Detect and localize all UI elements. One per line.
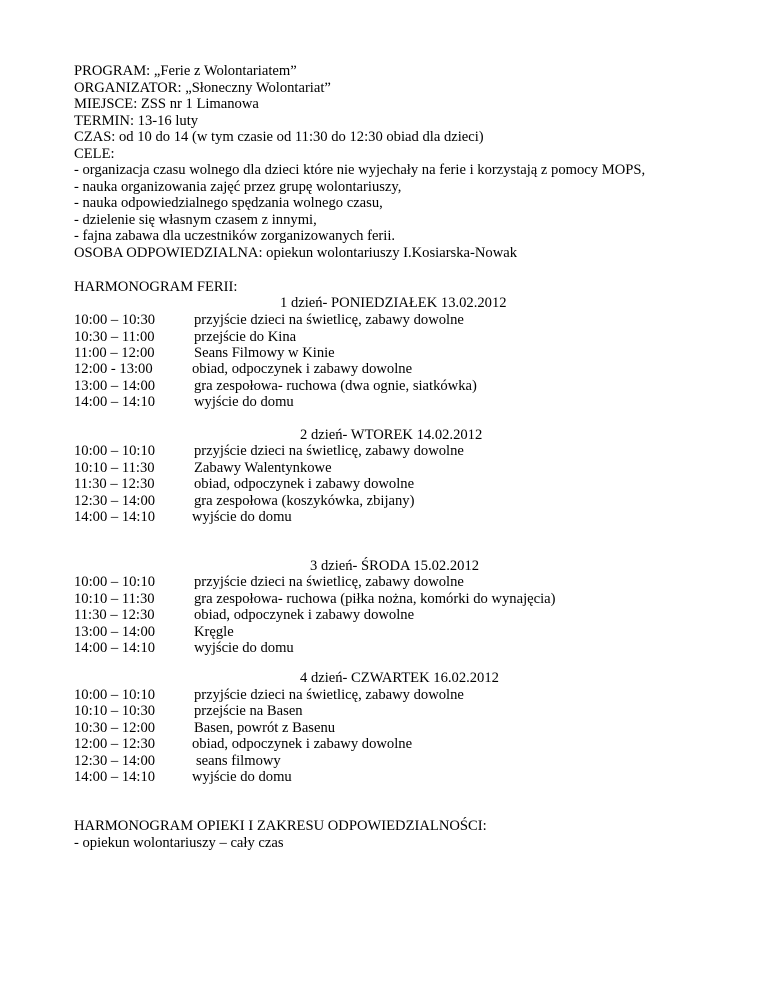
row-time: 11:30 – 12:30 — [74, 607, 155, 623]
organizer-line: ORGANIZATOR: „Słoneczny Wolontariat” — [74, 79, 331, 96]
day-heading: 3 dzień- ŚRODA 15.02.2012 — [310, 558, 480, 574]
day-heading: 4 dzień- CZWARTEK 16.02.2012 — [300, 670, 499, 686]
schedule-row — [74, 769, 292, 786]
row-time: 11:30 – 12:30 — [74, 476, 155, 492]
row-activity: wyjście do domu — [194, 640, 294, 656]
schedule-row — [74, 640, 294, 657]
row-activity: Seans Filmowy w Kinie — [194, 345, 335, 361]
row-time: 14:00 – 14:10 — [74, 769, 156, 785]
goal-item: - nauka odpowiedzialnego spędzania wolnego czasu, — [74, 195, 383, 211]
day-heading: 1 dzień- PONIEDZIAŁEK 13.02.2012 — [280, 295, 507, 311]
place-line: MIEJSCE: ZSS nr 1 Limanowa — [74, 96, 259, 112]
program-header — [74, 63, 744, 261]
schedule-row — [74, 703, 303, 720]
row-activity: wyjście do domu — [192, 769, 292, 785]
schedule-row — [74, 687, 464, 704]
row-time: 14:00 – 14:10 — [74, 394, 156, 410]
schedule-row — [74, 574, 464, 591]
row-time: 10:00 – 10:30 — [74, 312, 156, 328]
row-activity: obiad, odpoczynek i zabawy dowolne — [194, 607, 415, 623]
goal-item: - nauka organizowania zajęć przez grupę wolontariuszy, — [74, 178, 402, 195]
row-time: 13:00 – 14:00 — [74, 378, 156, 394]
row-time: 14:00 – 14:10 — [74, 509, 156, 525]
goal-item: - organizacja czasu wolnego dla dzieci które nie wyjechały na ferie i korzystają z pomocy MOPS, — [74, 162, 646, 178]
row-time: 10:00 – 10:10 — [74, 687, 156, 703]
row-time: 12:30 – 14:00 — [74, 753, 156, 769]
row-activity: obiad, odpoczynek i zabawy dowolne — [192, 736, 413, 752]
schedule-row — [74, 607, 414, 624]
schedule-row — [74, 312, 464, 329]
row-time: 12:00 - 13:00 — [74, 361, 153, 377]
row-time: 10:30 – 12:00 — [74, 720, 156, 736]
row-activity: gra zespołowa- ruchowa (piłka nożna, komórki do wynajęcia) — [194, 591, 556, 607]
row-time: 10:10 – 11:30 — [74, 591, 155, 607]
responsibility-title: HARMONOGRAM OPIEKI I ZAKRESU ODPOWIEDZIALNOŚCI: — [74, 818, 487, 834]
program-title: PROGRAM: „Ferie z Wolontariatem” — [74, 63, 297, 79]
row-activity: przejście na Basen — [194, 703, 303, 719]
schedule-row — [74, 378, 477, 395]
row-activity: wyjście do domu — [194, 394, 294, 410]
row-activity: Zabawy Walentynkowe — [194, 460, 332, 476]
schedule-row — [74, 736, 412, 753]
day-heading: 2 dzień- WTOREK 14.02.2012 — [300, 427, 483, 443]
row-activity: Kręgle — [194, 624, 234, 640]
row-time: 10:30 – 11:00 — [74, 329, 155, 345]
row-activity: obiad, odpoczynek i zabawy dowolne — [194, 476, 415, 492]
row-activity: przyjście dzieci na świetlicę, zabawy dowolne — [194, 687, 464, 703]
schedule-row — [74, 345, 335, 362]
row-activity: obiad, odpoczynek i zabawy dowolne — [192, 361, 413, 377]
responsibility-line: - opiekun wolontariuszy – cały czas — [74, 835, 284, 851]
row-activity: przejście do Kina — [194, 329, 297, 345]
row-time: 11:00 – 12:00 — [74, 345, 155, 361]
row-activity: seans filmowy — [196, 753, 281, 769]
row-activity: przyjście dzieci na świetlicę, zabawy dowolne — [194, 312, 464, 328]
schedule-row — [74, 476, 414, 493]
term-line: TERMIN: 13-16 luty — [74, 112, 199, 129]
row-time: 10:00 – 10:10 — [74, 443, 156, 459]
schedule-row — [74, 394, 294, 411]
row-time: 12:00 – 12:30 — [74, 736, 156, 752]
schedule-row — [74, 720, 335, 737]
schedule-row — [74, 591, 555, 608]
row-activity: wyjście do domu — [192, 509, 292, 525]
row-time: 13:00 – 14:00 — [74, 624, 156, 640]
row-time: 10:00 – 10:10 — [74, 574, 156, 590]
goals-label: CELE: — [74, 145, 115, 162]
row-time: 14:00 – 14:10 — [74, 640, 156, 656]
goal-item: - fajna zabawa dla uczestników zorganizowanych ferii. — [74, 228, 396, 244]
time-line: CZAS: od 10 do 14 (w tym czasie od 11:30 do 12:30 obiad dla dzieci) — [74, 129, 484, 145]
goal-item: - dzielenie się własnym czasem z innymi, — [74, 211, 317, 228]
schedule-row — [74, 443, 464, 460]
row-activity: gra zespołowa- ruchowa (dwa ognie, siatkówka) — [194, 378, 477, 394]
schedule-row — [74, 460, 332, 477]
schedule-row — [74, 509, 292, 526]
row-time: 10:10 – 11:30 — [74, 460, 155, 476]
schedule-row — [74, 493, 414, 510]
row-activity: przyjście dzieci na świetlicę, zabawy dowolne — [194, 443, 464, 459]
row-activity: gra zespołowa (koszykówka, zbijany) — [194, 493, 415, 509]
schedule-row — [74, 329, 296, 346]
row-activity: przyjście dzieci na świetlicę, zabawy dowolne — [194, 574, 464, 590]
schedule-row — [74, 753, 281, 770]
row-time: 12:30 – 14:00 — [74, 493, 156, 509]
schedule-row — [74, 624, 234, 641]
row-activity: Basen, powrót z Basenu — [194, 720, 336, 736]
responsible-person-line: OSOBA ODPOWIEDZIALNA: opiekun wolontariuszy I.Kosiarska-Nowak — [74, 244, 518, 261]
schedule-row — [74, 361, 412, 378]
schedule-title: HARMONOGRAM FERII: — [74, 279, 238, 295]
row-time: 10:10 – 10:30 — [74, 703, 156, 719]
